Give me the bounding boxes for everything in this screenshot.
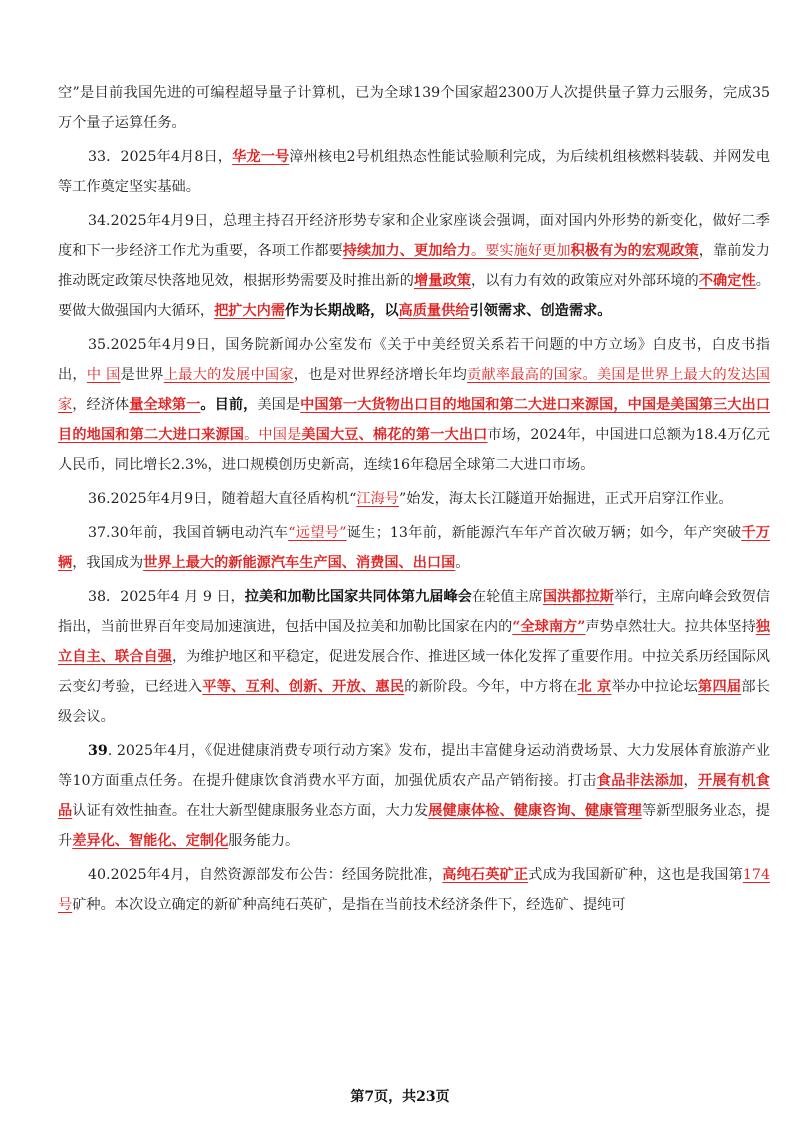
highlighted-text: 不确定性 [698,273,756,289]
highlighted-text: 拉美和加勒比国家共同体第九届峰会 [244,589,472,605]
highlighted-text: 的国家。美国是世界上最大的发达国家 [58,367,770,413]
paragraph [58,206,770,326]
highlighted-text: “远望号” [288,525,347,541]
text-segment: 诞生；13年前，新能源汽车年产首次破万辆；如今，年产突破 [346,525,742,541]
text-segment: 37.30年前，我国首辆电动汽车 [88,525,289,541]
highlighted-text: 中 国 [86,367,121,383]
paragraph [58,860,770,920]
text-segment: 35.2025年4月9日，国务院新闻办公室发布《关于中美经贸关系若干问题的中方立场》白皮书，白皮书指出， [58,337,770,383]
text-segment: ，经济体 [72,397,130,413]
highlighted-text: 高纯石英矿正 [442,867,529,883]
text-segment: 声势卓然壮大。拉共体坚持 [585,619,756,635]
text-segment: ， [683,773,698,789]
text-segment: 36.2025年4月9日，随着超大直径盾构机“ [88,491,357,507]
highlighted-text: 独立自主、联合自强 [58,619,770,665]
highlighted-text: 。中国是 [244,427,302,443]
highlighted-text: 上最大的发展中国家 [163,367,294,383]
highlighted-text: 量全球第一 [129,397,201,413]
highlighted-text: 平等、互利、创新、开放、惠民 [202,679,405,695]
highlighted-text: 差异化、智能化、定制化 [72,833,229,849]
page-footer [0,1086,800,1106]
highlighted-text: 江海号 [356,491,399,507]
highlighted-text: 贡献率最高 [467,367,540,383]
text-segment: 。 [455,555,470,571]
text-segment: 40.2025年4月，自然资源部发布公告：经国务院批准， [88,867,443,883]
text-segment: . 2025年4月，《促进健康消费专项行动方案》发布，提出丰富健身运动消费场景、大力发展体育旅游产业等10方面重点任务。在提升健康饮食消费水平方面，加强优质农产品产销衔接。打击 [58,743,770,789]
highlighted-text: 。目前， [200,397,258,413]
text-segment: 服务能力。 [228,833,300,849]
text-segment: ，靠前发力推动既定政策尽快落地见效，根据形势需要及时推出新的 [58,243,770,289]
highlighted-text: 展健康体检、健康咨询、健康管理 [428,803,642,819]
highlighted-text: 美国大豆、棉花的第一大出口 [301,427,488,443]
text-segment: 市场，2024年，中国进口总额为18.4万亿元人民币，同比增长2.3%，进口规模创历史新高，连续16年稳居全球第二大进口市场。 [58,427,770,473]
text-segment: 美国是 [257,397,301,413]
paragraph [58,330,770,480]
text-segment: ”始发，海太长江隧道开始掘进，正式开启穿江作业。 [399,491,733,507]
text-segment: ，以有力有效的政策应对外部环境的 [470,273,699,289]
highlighted-text: 第四届 [698,679,742,695]
text-segment: 33．2025年4月8日， [88,149,233,165]
text-segment: ，也是对世界经济增长年均 [293,367,468,383]
highlighted-text: 北 京 [577,679,612,695]
text-segment: 举办中拉论坛 [611,679,699,695]
highlighted-text: 引领需求、创造需求。 [469,303,612,319]
text-segment: 认证有效性抽查。在壮大新型健康服务业态方面，大力发 [72,803,429,819]
paragraph [58,142,770,202]
text-segment: 。要做大做强国内大循环， [58,273,770,319]
highlighted-text: 增量政策 [414,273,471,289]
paragraph [58,582,770,732]
highlighted-text: 华龙一号 [232,149,290,165]
highlighted-text: 作为长期战略，以 [285,303,399,319]
paragraph [58,736,770,856]
text-segment: 举行，主席向峰会致贺信指出，当前世界百年变局加速演进，包括中国及拉美和加勒比国家在内的 [58,589,770,635]
highlighted-text: 千万辆 [58,525,770,571]
text-segment: 38．2025年4 月 9 日， [88,589,245,605]
text-segment: 34.2025年4月9日，总理主持召开经济形势专家和企业家座谈会强调，面对国内外形势的新变化，做好二季度和下一步经济工作尤为重要，各项工作都要 [58,213,770,259]
text-segment: 空”是目前我国先进的可编程超导量子计算机，已为全球139个国家超2300万人次提供量子算力云服务，完成35万个量子运算任务。 [58,85,770,131]
text-segment: ，为维护地区和平稳定，促进发展合作、推进区域一体化发挥了重要作用。中拉关系历经国际风云变幻考验，已经进入 [58,649,770,695]
text-segment: 部长级会议。 [58,679,770,725]
highlighted-text: 39 [88,743,108,759]
highlighted-text: 。要实施好更加 [470,243,571,259]
highlighted-text: 食品非法添加 [596,773,684,789]
highlighted-text: 开展有机食品 [58,773,770,819]
text-segment: 矿种。本次设立确定的新矿种高纯石英矿，是指在当前技术经济条件下，经选矿、提纯可 [72,897,626,913]
paragraph [58,78,770,138]
text-segment: 在轮值主席 [471,589,543,605]
highlighted-text: 积极有为的宏观政策 [570,243,699,259]
highlighted-text: 高质量供给 [398,303,470,319]
text-segment: 漳州核电2号机组热态性能试验顺利完成，为后续机组核燃料装载、并网发电等工作奠定坚实基础。 [58,149,770,195]
text-segment: ，我国成为 [72,555,144,571]
highlighted-text: 持续加力、更加给力 [342,243,471,259]
highlighted-text: 国洪都拉斯 [542,589,614,605]
text-segment: 的新阶段。今年，中方将在 [404,679,578,695]
text-segment: 式成为我国新矿种，这也是我国第 [528,867,743,883]
page-number: 第7页，共23页 [350,1089,450,1105]
highlighted-text: 把扩大内需 [214,303,286,319]
highlighted-text: “全球南方” [512,619,586,635]
highlighted-text: 中国第一大货物出口目的地国和第二大进口来源国，中国是美国第三大出口目的地国和第二大进口来源国 [58,397,770,443]
text-segment: 等新型服务业态，提升 [58,803,770,849]
text-segment: 是世界 [120,367,164,383]
paragraph [58,484,770,514]
document-body [58,78,770,924]
highlighted-text: 174号 [58,867,770,913]
highlighted-text: 世界上最大的新能源汽车生产国、消费国、出口国 [143,555,456,571]
paragraph [58,518,770,578]
